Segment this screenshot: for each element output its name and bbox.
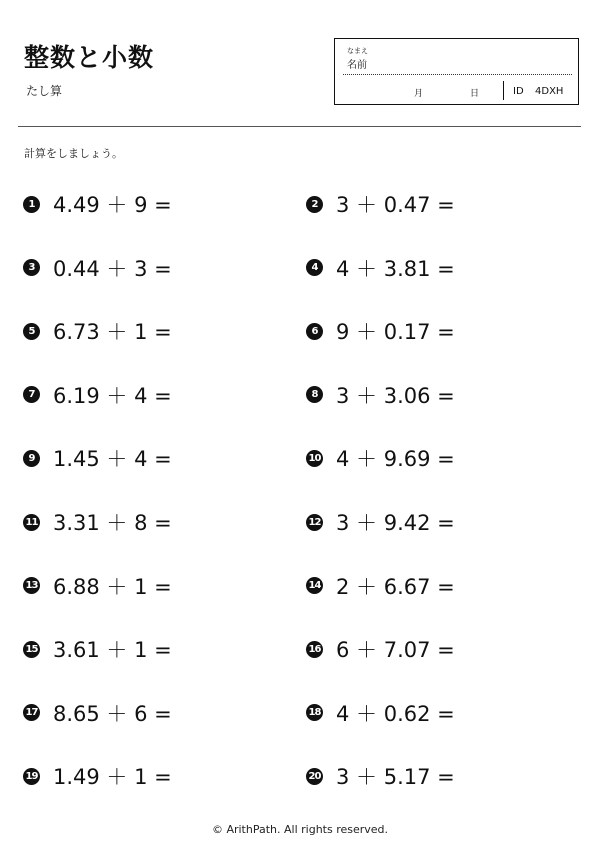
id-value: 4DXH <box>535 86 564 97</box>
problem-expression: 8.65 ＋ 6 = <box>53 701 172 726</box>
problem-number-badge: 17 <box>23 704 40 721</box>
problem-expression: 4 ＋ 3.81 = <box>336 256 455 281</box>
problem-item <box>23 571 172 601</box>
problem-number-badge: 12 <box>306 514 323 531</box>
problem-number-badge: 7 <box>23 386 40 403</box>
problem-number-badge: 11 <box>23 514 40 531</box>
problem-expression: 4.49 ＋ 9 = <box>53 193 172 217</box>
problem-expression: 3 ＋ 0.47 = <box>336 193 455 217</box>
problem-expression: 6.88 ＋ 1 = <box>53 574 172 599</box>
problem-expression: 0.44 ＋ 3 = <box>53 256 172 281</box>
problem-expression: 1.49 ＋ 1 = <box>53 765 172 790</box>
id-label: ID <box>513 86 524 97</box>
problem-number-badge: 19 <box>23 768 40 785</box>
problem-expression: 4 ＋ 0.62 = <box>336 701 455 726</box>
instruction-text: 計算をしましょう。 <box>24 147 123 160</box>
name-ruby: なまえ <box>347 47 368 55</box>
problem-expression: 1.45 ＋ 4 = <box>53 447 172 472</box>
problem-number-badge: 18 <box>306 704 323 721</box>
month-label: 月 <box>414 89 424 99</box>
problem-number-badge: 3 <box>23 259 40 276</box>
problem-number-badge: 8 <box>306 386 323 403</box>
problem-number-badge: 1 <box>23 196 40 213</box>
problem-expression: 6.73 ＋ 1 = <box>53 320 172 345</box>
header-divider <box>18 126 581 127</box>
problem-item <box>306 571 455 601</box>
problem-expression: 3.31 ＋ 8 = <box>53 511 172 535</box>
problem-number-badge: 15 <box>23 641 40 658</box>
problem-number-badge: 20 <box>306 768 323 785</box>
problem-item <box>306 634 455 664</box>
problem-expression: 2 ＋ 6.67 = <box>336 574 455 599</box>
problem-number-badge: 13 <box>23 577 40 594</box>
problem-number-badge: 5 <box>23 323 40 340</box>
problem-expression: 3 ＋ 5.17 = <box>336 765 455 790</box>
worksheet-title: 整数と小数 <box>24 43 155 72</box>
problem-item <box>23 253 172 283</box>
name-box <box>334 38 579 105</box>
problem-expression: 6 ＋ 7.07 = <box>336 638 455 663</box>
problem-number-badge: 4 <box>306 259 323 276</box>
problem-number-badge: 6 <box>306 323 323 340</box>
problem-number-badge: 10 <box>306 450 323 467</box>
problem-item <box>306 507 455 537</box>
problem-item <box>23 316 172 346</box>
problem-item <box>23 698 172 728</box>
problem-item <box>306 698 455 728</box>
problem-expression: 9 ＋ 0.17 = <box>336 320 455 345</box>
problem-item <box>23 443 172 473</box>
worksheet-subtitle: たし算 <box>26 84 63 98</box>
problem-number-badge: 16 <box>306 641 323 658</box>
problem-expression: 4 ＋ 9.69 = <box>336 447 455 472</box>
problem-item <box>23 380 172 410</box>
problem-expression: 6.19 ＋ 4 = <box>53 383 172 408</box>
problem-item <box>23 507 172 537</box>
problem-number-badge: 14 <box>306 577 323 594</box>
problem-item <box>306 380 455 410</box>
problem-item <box>23 761 172 791</box>
problem-expression: 3.61 ＋ 1 = <box>53 638 172 663</box>
problem-item <box>306 253 455 283</box>
problem-number-badge: 9 <box>23 450 40 467</box>
problem-item <box>306 189 455 219</box>
problem-item <box>23 634 172 664</box>
problem-number-badge: 2 <box>306 196 323 213</box>
problem-expression: 3 ＋ 9.42 = <box>336 511 455 535</box>
problem-expression: 3 ＋ 3.06 = <box>336 383 455 408</box>
problem-item <box>23 189 172 219</box>
name-dotted-line <box>343 74 572 75</box>
name-label: 名前 <box>347 60 367 71</box>
problem-item <box>306 443 455 473</box>
copyright-footer: © ArithPath. All rights reserved. <box>211 823 389 836</box>
id-divider <box>503 81 504 100</box>
problem-item <box>306 316 455 346</box>
day-label: 日 <box>470 89 480 99</box>
problem-item <box>306 761 455 791</box>
